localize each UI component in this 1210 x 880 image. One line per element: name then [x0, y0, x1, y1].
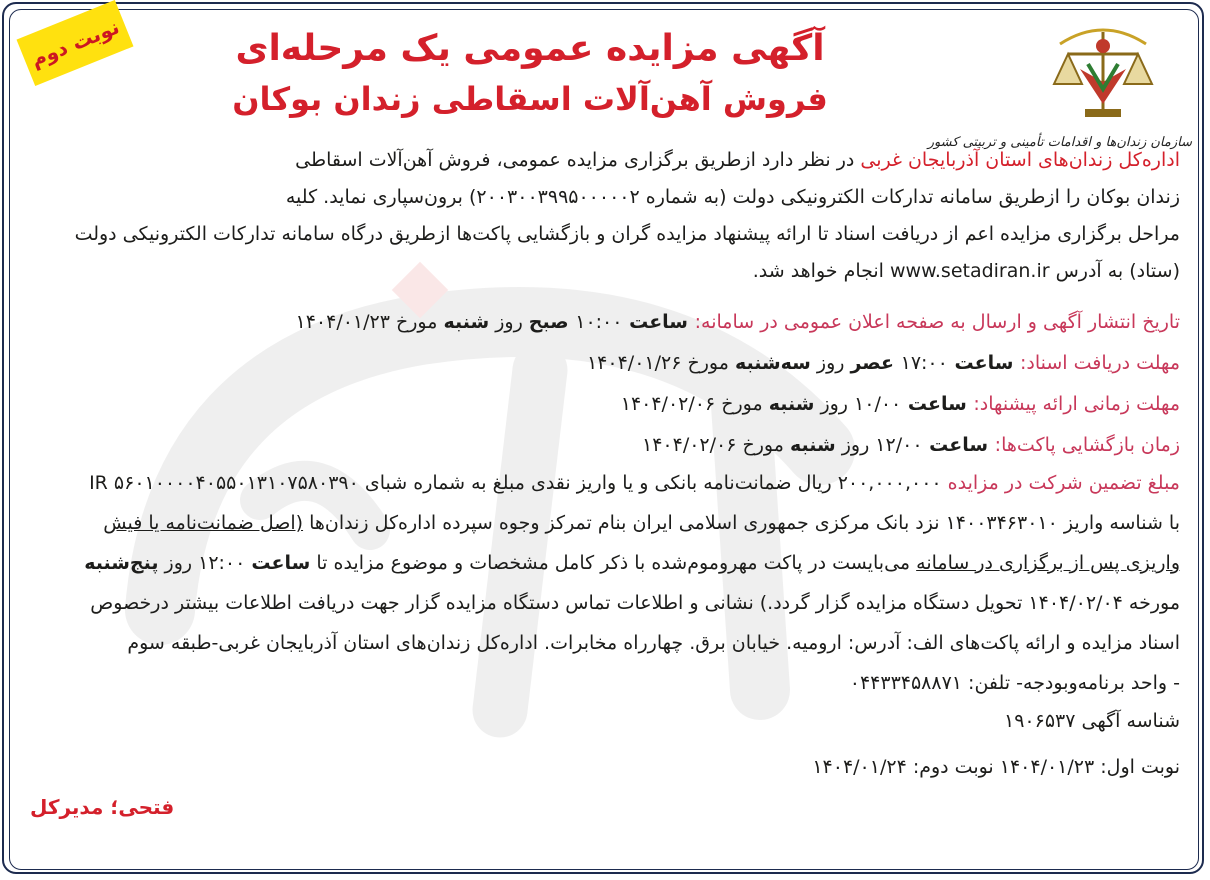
- second-publication-badge: نوبت دوم: [16, 0, 133, 86]
- doc-deadline-time-label: ساعت: [947, 352, 1020, 374]
- guarantee-line-1-text: ۲۰۰,۰۰۰,۰۰۰ ریال ضمانت‌نامه بانکی و یا واریز نقدی مبلغ به شماره شبای IR ۵۶۰۱۰۰۰۰۴۰۵۵۰۱۳۱۰۷۵۸۰۳۹۰: [89, 472, 948, 494]
- publish-date: مورخ ۱۴۰۴/۰۱/۲۳: [295, 311, 444, 333]
- signature: فتحی؛ مدیرکل: [30, 795, 175, 819]
- publish-day-prefix: روز: [489, 311, 529, 333]
- opening-date: مورخ ۱۴۰۴/۰۲/۰۶: [642, 434, 790, 456]
- guarantee-line-3-text: می‌بایست در پاکت مهروموم‌شده با ذکر کامل مشخصات و موضوع مزایده تا: [310, 552, 917, 574]
- publication-dates: نوبت اول: ۱۴۰۴/۰۱/۲۳ نوبت دوم: ۱۴۰۴/۰۱/۲۴: [812, 756, 1180, 778]
- opening-time: ۱۲/۰۰: [875, 434, 923, 456]
- ad-title-line1: آگهی مزایده عمومی یک مرحله‌ای: [235, 28, 825, 69]
- bid-deadline-date: مورخ ۱۴۰۴/۰۲/۰۶: [620, 393, 769, 415]
- publish-date-line: [296, 307, 1181, 337]
- bid-deadline-time-label: ساعت: [901, 393, 974, 415]
- guarantee-line-3-time: ۱۲:۰۰ روز: [158, 552, 252, 574]
- intro-line-2: زندان بوکان را ازطریق سامانه تدارکات الکترونیکی دولت (به شماره ۲۰۰۳۰۰۳۹۹۵۰۰۰۰۰۲) برون‌سپاری نماید. کلیه: [285, 186, 1180, 208]
- publish-label: تاریخ انتشار آگهی و ارسال به صفحه اعلان عمومی در سامانه:: [694, 311, 1180, 333]
- issuer-name: اداره‌کل زندان‌های استان آذربایجان غربی: [860, 149, 1180, 171]
- doc-deadline-line: [587, 348, 1180, 378]
- opening-day: شنبه: [789, 434, 836, 456]
- opening-day-prefix: روز: [835, 434, 876, 456]
- bid-deadline-label: مهلت زمانی ارائه پیشنهاد:: [973, 393, 1180, 415]
- doc-deadline-date: مورخ ۱۴۰۴/۰۱/۲۶: [586, 352, 735, 374]
- guarantee-line-3-time-label: ساعت: [251, 552, 311, 574]
- guarantee-line-4: مورخه ۱۴۰۴/۰۲/۰۴ تحویل دستگاه مزایده گزار گردد.) نشانی و اطلاعات تماس دستگاه مزایده گزار جهت دریافت اطلاعات بیشتر درخصوص: [90, 592, 1180, 614]
- bid-deadline-day-prefix: روز: [814, 393, 855, 415]
- guarantee-line-6: - واحد برنامه‌وبودجه- تلفن: ۰۴۴۳۳۴۵۸۸۷۱: [849, 672, 1180, 694]
- ad-id: شناسه آگهی ۱۹۰۶۵۳۷: [1004, 710, 1180, 732]
- publish-time-suffix: صبح: [528, 311, 576, 333]
- intro-line-4: (ستاد) به آدرس www.setadiran.ir انجام خواهد شد.: [752, 260, 1180, 282]
- doc-deadline-day-prefix: روز: [810, 352, 851, 374]
- bid-deadline-day: شنبه: [768, 393, 815, 415]
- guarantee-line-3-day: پنج‌شنبه: [84, 552, 159, 574]
- ad-title-line2: فروش آهن‌آلات اسقاطی زندان بوکان: [232, 80, 828, 118]
- guarantee-line-2: [103, 508, 1180, 538]
- prisons-organization-logo-icon: [1040, 14, 1166, 134]
- publish-time: ۱۰:۰۰: [575, 311, 623, 333]
- intro-line-3: مراحل برگزاری مزایده اعم از دریافت اسناد تا ارائه پیشنهاد مزایده گران و بازگشایی پاکت‌ها ازطریق درگاه سامانه تدارکات الکترونیکی دولت: [74, 223, 1180, 245]
- guarantee-line-3: [84, 548, 1180, 578]
- bid-deadline-line: [621, 389, 1180, 419]
- opening-label: زمان بازگشایی پاکت‌ها:: [994, 434, 1180, 456]
- doc-deadline-day: سه‌شنبه: [734, 352, 811, 374]
- intro-line-1: [295, 145, 1180, 175]
- intro-line-1-text: در نظر دارد ازطریق برگزاری مزایده عمومی، فروش آهن‌آلات اسقاطی: [295, 149, 861, 171]
- guarantee-line-5: اسناد مزایده و ارائه پاکت‌های الف: آدرس: ارومیه. خیابان برق. چهارراه مخابرات. اداره‌کل زندان‌های استان آذربایجان غربی-طبقه سوم: [127, 632, 1180, 654]
- guarantee-label: مبلغ تضمین شرکت در مزایده: [947, 472, 1180, 494]
- organization-name: سازمان زندان‌ها و اقدامات تأمینی و تربیتی کشور: [927, 135, 1192, 150]
- opening-time-label: ساعت: [922, 434, 995, 456]
- doc-deadline-time-suffix: عصر: [850, 352, 901, 374]
- doc-deadline-time: ۱۷:۰۰: [900, 352, 948, 374]
- guarantee-line-1: [89, 468, 1180, 498]
- doc-deadline-label: مهلت دریافت اسناد:: [1020, 352, 1180, 374]
- guarantee-line-3-underlined: واریزی پس از برگزاری در سامانه: [916, 552, 1180, 574]
- opening-line: [642, 430, 1180, 460]
- publish-day: شنبه: [443, 311, 490, 333]
- guarantee-line-2-underlined: (اصل ضمانت‌نامه یا فیش: [103, 512, 304, 534]
- bid-deadline-time: ۱۰/۰۰: [854, 393, 902, 415]
- guarantee-line-2-text: با شناسه واریز ۱۴۰۰۳۴۶۳۰۱۰ نزد بانک مرکزی جمهوری اسلامی ایران بنام تمرکز وجوه سپرده اداره‌کل زندان‌ها: [303, 512, 1180, 534]
- publish-time-label: ساعت: [622, 311, 695, 333]
